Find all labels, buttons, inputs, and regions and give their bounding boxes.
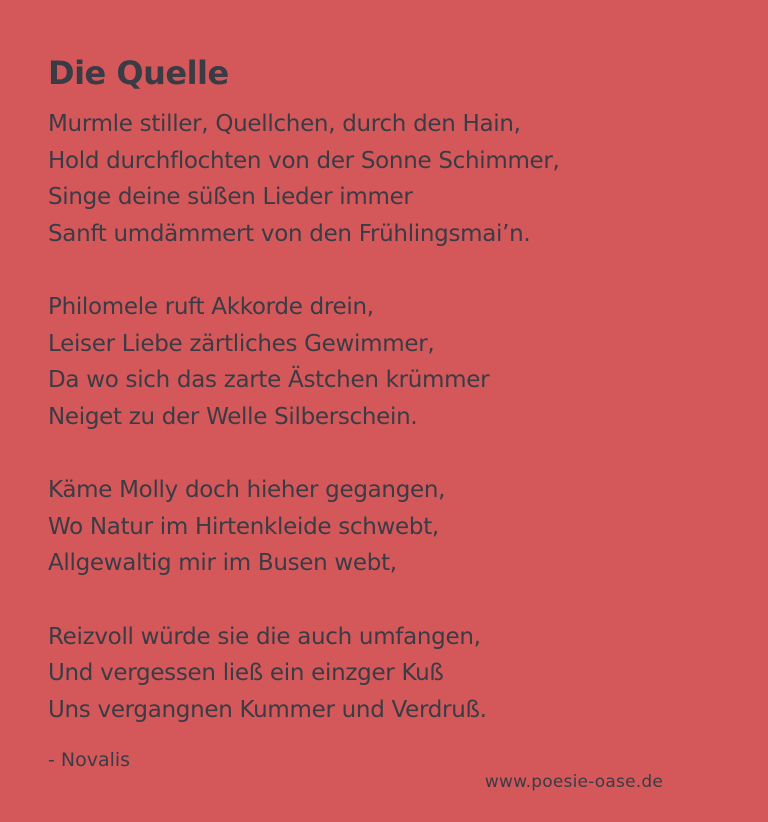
poem-line: Und vergessen ließ ein einzger Kuß: [48, 660, 444, 686]
poem-line: Singe deine süßen Lieder immer: [48, 184, 413, 210]
stanza-2: [48, 289, 560, 435]
poem-line: Allgewaltig mir im Busen webt,: [48, 550, 397, 576]
poem-body: [48, 106, 560, 765]
poem-line: Reizvoll würde sie die auch umfangen,: [48, 623, 481, 650]
poem-line: Philomele ruft Akkorde drein,: [48, 294, 374, 320]
poem-line: Käme Molly doch hieher gegangen,: [48, 477, 446, 503]
poem-line: Hold durchflochten von der Sonne Schimmer,: [48, 147, 560, 174]
poem-line: Neiget zu der Welle Silberschein.: [48, 403, 418, 430]
poem-line: Leiser Liebe zärtliches Gewimmer,: [48, 330, 435, 357]
poem-line: Murmle stiller, Quellchen, durch den Hain,: [48, 111, 521, 137]
stanza-1: [48, 106, 560, 252]
website-watermark: www.poesie-oase.de: [484, 772, 663, 792]
poem-line: Sanft umdämmert von den Frühlingsmai’n.: [48, 220, 531, 247]
poem-line: Wo Natur im Hirtenkleide schwebt,: [48, 513, 439, 540]
stanza-3: [48, 472, 560, 582]
poem-line: Uns vergangnen Kummer und Verdruß.: [48, 696, 487, 723]
poem-author: - Novalis: [48, 749, 131, 771]
stanza-4: [48, 619, 560, 729]
poem-title: Die Quelle: [48, 54, 229, 92]
poem-line: Da wo sich das zarte Ästchen krümmer: [48, 367, 490, 393]
